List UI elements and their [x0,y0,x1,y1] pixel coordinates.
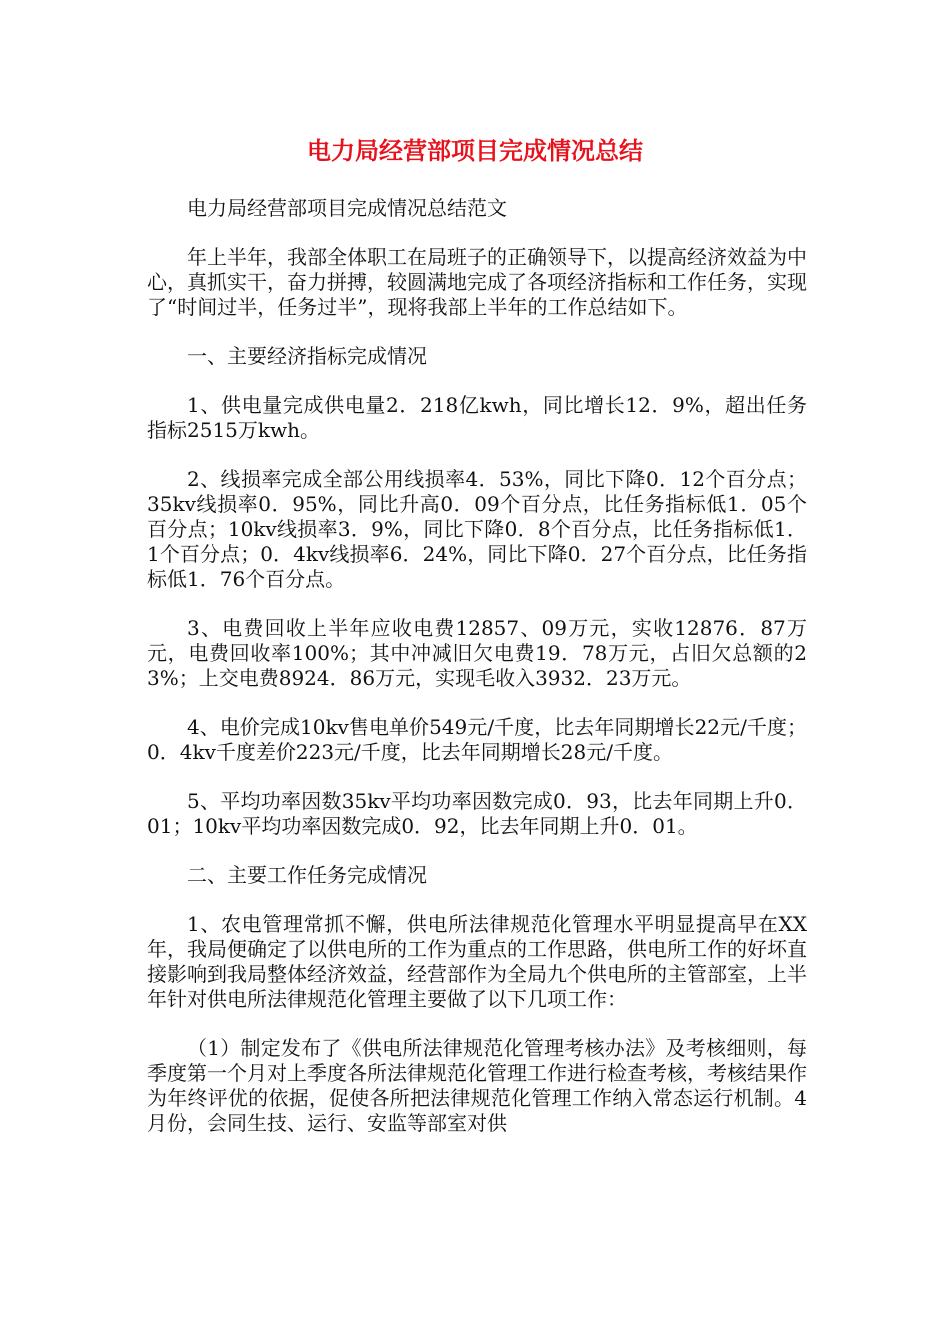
paragraph-electricity-price: 4、电价完成10kv售电单价549元/千度，比去年同期增长22元/千度；0．4kv千度差价223元/千度，比去年同期增长28元/千度。 [147,715,807,764]
document-body [147,196,807,1160]
subtitle-paragraph: 电力局经营部项目完成情况总结范文 [187,196,507,220]
section-heading-economic-indicators: 一、主要经济指标完成情况 [187,344,427,368]
paragraph-power-factor: 5、平均功率因数35kv平均功率因数完成0．93，比去年同期上升0．01；10kv平均功率因数完成0．92，比去年同期上升0．01。 [147,789,807,838]
paragraph-assessment-rules: （1）制定发布了《供电所法律规范化管理考核办法》及考核细则，每季度第一个月对上季度各所法律规范化管理工作进行检查考核，考核结果作为年终评优的依据，促使各所把法律规范化管理工作纳入常态运行机制。4月份，会同生技、运行、安监等部室对供 [147,1036,807,1135]
document-title: 电力局经营部项目完成情况总结 [307,137,643,165]
section-heading-work-tasks: 二、主要工作任务完成情况 [187,863,427,887]
paragraph-power-supply: 1、供电量完成供电量2．218亿kwh，同比增长12．9%，超出任务指标2515万kwh。 [147,393,807,442]
paragraph-fee-recovery: 3、电费回收上半年应收电费12857、09万元，实收12876．87万元，电费回收率100%；其中冲减旧欠电费19．78万元，占旧欠总额的23%；上交电费8924．86万元，实现毛收入3932．23万元。 [147,616,807,690]
intro-paragraph: 年上半年，我部全体职工在局班子的正确领导下，以提高经济效益为中心，真抓实干，奋力拼搏，较圆满地完成了各项经济指标和工作任务，实现了“时间过半，任务过半”，现将我部上半年的工作总结如下。 [147,245,807,319]
paragraph-line-loss: 2、线损率完成全部公用线损率4．53%，同比下降0．12个百分点；35kv线损率0．95%，同比升高0．09个百分点，比任务指标低1．05个百分点；10kv线损率3．9%，同比下降0．8个百分点，比任务指标低1．1个百分点；0．4kv线损率6．24%，同比下降0．27个百分点，比任务指标低1．76个百分点。 [147,467,807,591]
paragraph-rural-management: 1、农电管理常抓不懈，供电所法律规范化管理水平明显提高早在XX年，我局便确定了以供电所的工作为重点的工作思路，供电所工作的好坏直接影响到我局整体经济效益，经营部作为全局九个供电所的主管部室，上半年针对供电所法律规范化管理主要做了以下几项工作： [147,912,807,1011]
